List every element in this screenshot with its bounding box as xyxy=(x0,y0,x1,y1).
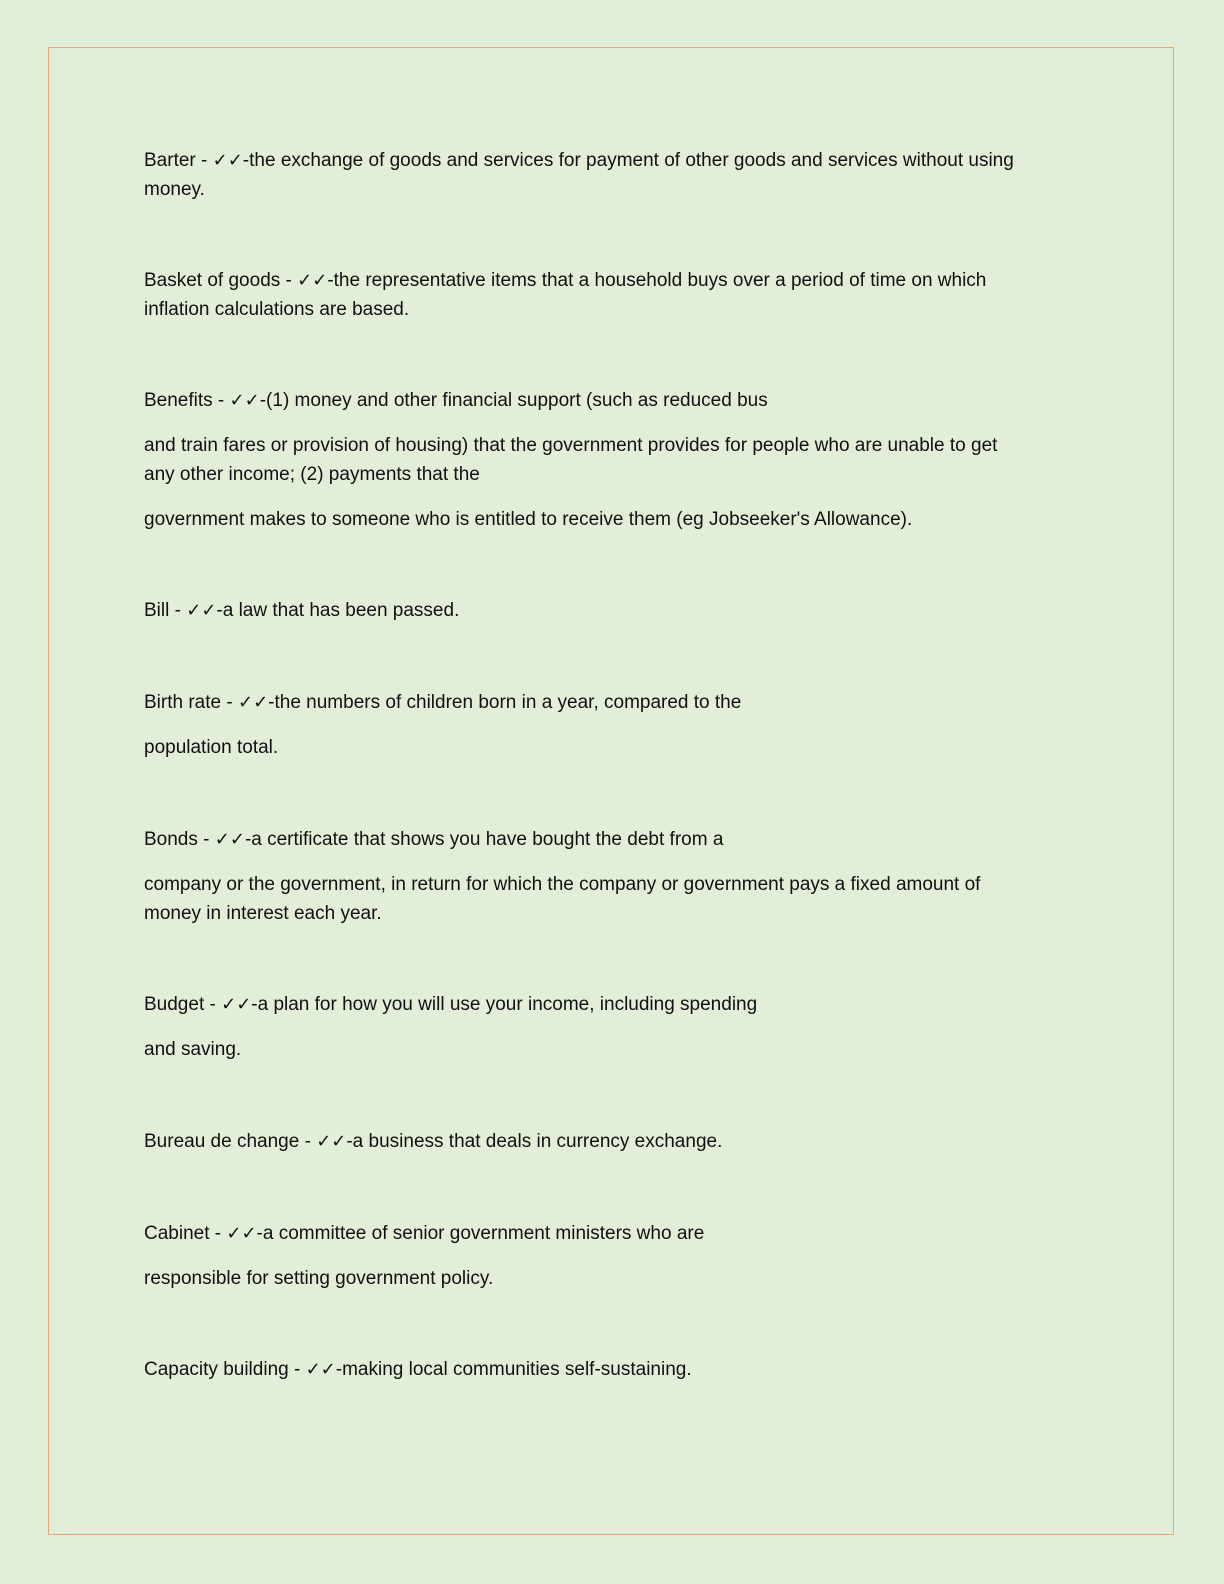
entry-line xyxy=(144,266,1084,295)
definition-text: -the representative items that a household buys over a period of time on which xyxy=(327,270,987,291)
check-marks-icon: ✓✓ xyxy=(316,1131,347,1152)
term: Birth rate - xyxy=(144,692,238,713)
entry-line: money. xyxy=(144,179,205,200)
entry-line: company or the government, in return for which the company or government pays a fixed amount of xyxy=(144,874,981,895)
definition-text: -the numbers of children born in a year, compared to the xyxy=(268,692,742,713)
term: Bonds - xyxy=(144,829,215,850)
glossary-entry-barter xyxy=(144,146,1084,204)
check-marks-icon: ✓✓ xyxy=(186,600,217,621)
entry-line: responsible for setting government policy. xyxy=(144,1268,494,1289)
check-marks-icon: ✓✓ xyxy=(297,270,328,291)
definition-text: -the exchange of goods and services for payment of other goods and services without using xyxy=(242,150,1014,171)
term: Bureau de change - xyxy=(144,1131,317,1152)
entry-line xyxy=(144,990,1084,1019)
entry-line xyxy=(144,596,1084,625)
check-marks-icon: ✓✓ xyxy=(226,1223,257,1244)
check-marks-icon: ✓✓ xyxy=(305,1359,336,1380)
definition-text: -a business that deals in currency exchange. xyxy=(346,1131,723,1152)
entry-line xyxy=(144,1355,1084,1384)
entry-line: money in interest each year. xyxy=(144,903,382,924)
glossary-entry-benefits xyxy=(144,386,1084,534)
glossary-entry-capacity-building xyxy=(144,1355,1084,1384)
definition-text: -making local communities self-sustaining. xyxy=(335,1359,692,1380)
entry-line xyxy=(144,146,1084,175)
entry-line: government makes to someone who is entitled to receive them (eg Jobseeker's Allowance). xyxy=(144,509,913,530)
entry-line: population total. xyxy=(144,737,279,758)
entry-line: inflation calculations are based. xyxy=(144,299,410,320)
glossary-entry-budget xyxy=(144,990,1084,1064)
check-marks-icon: ✓✓ xyxy=(221,994,252,1015)
definition-text: -a law that has been passed. xyxy=(216,600,460,621)
term: Basket of goods - xyxy=(144,270,298,291)
entry-line xyxy=(144,688,1084,717)
check-marks-icon: ✓✓ xyxy=(229,390,260,411)
term: Barter - xyxy=(144,150,213,171)
check-marks-icon: ✓✓ xyxy=(214,829,245,850)
entry-line: and train fares or provision of housing) that the government provides for people who are unable to get xyxy=(144,435,998,456)
entry-line xyxy=(144,386,1084,415)
definition-text: -a certificate that shows you have bought the debt from a xyxy=(244,829,724,850)
entry-line xyxy=(144,1219,1084,1248)
glossary-entry-basket-of-goods xyxy=(144,266,1084,324)
glossary-entry-birth-rate xyxy=(144,688,1084,762)
term: Cabinet - xyxy=(144,1223,227,1244)
glossary-entry-bill xyxy=(144,596,1084,625)
term: Capacity building - xyxy=(144,1359,306,1380)
definition-text: -a committee of senior government ministers who are xyxy=(256,1223,705,1244)
term: Bill - xyxy=(144,600,187,621)
check-marks-icon: ✓✓ xyxy=(212,150,243,171)
term: Budget - xyxy=(144,994,222,1015)
definition-text: -(1) money and other financial support (such as reduced bus xyxy=(259,390,768,411)
glossary-entry-bureau-de-change xyxy=(144,1127,1084,1156)
glossary-entry-bonds xyxy=(144,825,1084,928)
term: Benefits - xyxy=(144,390,230,411)
entry-line: any other income; (2) payments that the xyxy=(144,464,480,485)
glossary-entry-cabinet xyxy=(144,1219,1084,1293)
entry-line xyxy=(144,825,1084,854)
entry-line: and saving. xyxy=(144,1039,242,1060)
check-marks-icon: ✓✓ xyxy=(237,692,269,713)
definition-text: -a plan for how you will use your income, including spending xyxy=(251,994,758,1015)
entry-line xyxy=(144,1127,1084,1156)
